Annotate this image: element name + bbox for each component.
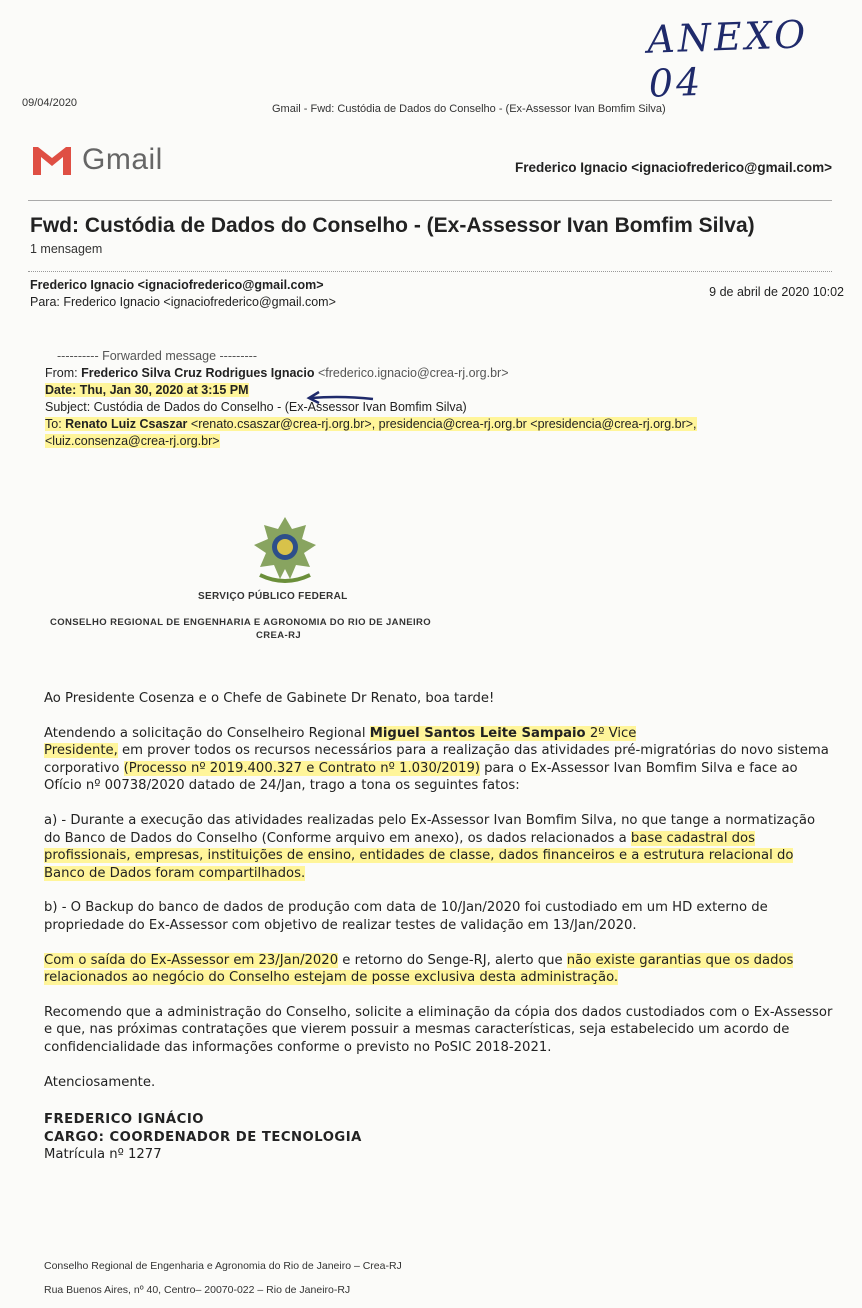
- message-to: Para: Frederico Ignacio <ignaciofrederico@gmail.com>: [30, 295, 336, 309]
- brazil-coat-of-arms-icon: [250, 515, 320, 587]
- handwritten-arrow-icon: [305, 390, 375, 406]
- closing: Atenciosamente.: [44, 1074, 156, 1090]
- footer-org: Conselho Regional de Engenharia e Agronomia do Rio de Janeiro – Crea-RJ: [44, 1260, 402, 1272]
- forwarded-to: To: Renato Luiz Csaszar <renato.csaszar@crea-rj.org.br>, presidencia@crea-rj.org.br <presidencia@crea-rj.org.br>,: [45, 417, 697, 431]
- message-from: Frederico Ignacio <ignaciofrederico@gmail.com>: [30, 278, 324, 292]
- print-date: 09/04/2020: [22, 97, 78, 109]
- paragraph-5: Recomendo que a administração do Conselho, solicite a eliminação da cópia dos dados custodiados com o Ex-Assessor e que, nas próximas contratações que vierem possuir a mesmas características, seja estabelecido um acordo de confidencialidade das informações conforme o previsto no PoSIC 2018-2021.: [44, 1004, 833, 1055]
- message-count: 1 mensagem: [30, 242, 103, 256]
- print-title: Gmail - Fwd: Custódia de Dados do Conselho - (Ex-Assessor Ivan Bomfim Silva): [272, 103, 666, 115]
- paragraph-4: Com o saída do Ex-Assessor em 23/Jan/2020 e retorno do Senge-RJ, alerto que não existe garantias que os dados relacionados ao negócio do Conselho estejam de posse exclusiva desta administração.: [44, 952, 794, 986]
- signature-name: FREDERICO IGNÁCIO: [44, 1112, 204, 1128]
- letterhead-org-abbrev: CREA-RJ: [256, 630, 302, 641]
- thread-subject: Fwd: Custódia de Dados do Conselho - (Ex-Assessor Ivan Bomfim Silva): [30, 214, 755, 237]
- gmail-wordmark: Gmail: [82, 143, 163, 176]
- forwarded-subject: Subject: Custódia de Dados do Conselho - (Ex-Assessor Ivan Bomfim Silva): [45, 400, 467, 414]
- forwarded-header: [45, 348, 845, 450]
- divider: [28, 271, 832, 272]
- letterhead-service: SERVIÇO PÚBLICO FEDERAL: [198, 591, 348, 602]
- gmail-logo: [30, 143, 163, 177]
- account-label: Frederico Ignacio <ignaciofrederico@gmail.com>: [514, 160, 832, 175]
- forwarded-date: Date: Thu, Jan 30, 2020 at 3:15 PM: [45, 383, 249, 397]
- paragraph-2: a) - Durante a execução das atividades realizadas pelo Ex-Assessor Ivan Bomfim Silva, no que tange a normatização do Banco de Dados do Conselho (Conforme arquivo em anexo), os dados relacionados a base cadastral dos profissionais, empresas, instituições de ensino, entidades de classe, dados financeiros e a estrutura relacional do Banco de Dados foram compartilhados.: [44, 812, 816, 881]
- paragraph-3: b) - O Backup do banco de dados de produção com data de 10/Jan/2020 foi custodiado em um HD externo de propriedade do Ex-Assessor com objetivo de realizar testes de validação em 13/Jan/2020.: [44, 900, 768, 933]
- paragraph-1: Atendendo a solicitação do Conselheiro Regional Miguel Santos Leite Sampaio 2º Vice Presidente, em prover todos os recursos necessários para a realização das atividades pré-migratórias do novo sistema corporativo (Processo nº 2019.400.327 e Contrato nº 1.030/2019) para o Ex-Assessor Ivan Bomfim Silva e face ao Ofício nº 00738/2020 datado de 24/Jan, trago a tona os seguintes fatos:: [44, 725, 829, 794]
- greeting: Ao Presidente Cosenza e o Chefe de Gabinete Dr Renato, boa tarde!: [44, 691, 495, 706]
- handwritten-annotation: ANEXO 04: [646, 12, 809, 106]
- forwarded-to-cont: <luiz.consenza@crea-rj.org.br>: [45, 434, 220, 448]
- forwarded-from: From: Frederico Silva Cruz Rodrigues Ignacio <frederico.ignacio@crea-rj.org.br>: [45, 366, 509, 380]
- divider: [28, 200, 832, 201]
- signature-registration: Matrícula nº 1277: [44, 1147, 162, 1163]
- message-date: 9 de abril de 2020 10:02: [709, 285, 844, 299]
- letterhead-org: CONSELHO REGIONAL DE ENGENHARIA E AGRONOMIA DO RIO DE JANEIRO: [50, 617, 432, 628]
- signature-role: CARGO: COORDENADOR DE TECNOLOGIA: [44, 1129, 362, 1145]
- gmail-m-icon: [30, 143, 74, 177]
- forwarded-marker: ---------- Forwarded message ---------: [57, 349, 257, 363]
- footer-address: Rua Buenos Aires, nº 40, Centro– 20070-022 – Rio de Janeiro-RJ: [44, 1284, 351, 1296]
- letter-body: [44, 690, 834, 1164]
